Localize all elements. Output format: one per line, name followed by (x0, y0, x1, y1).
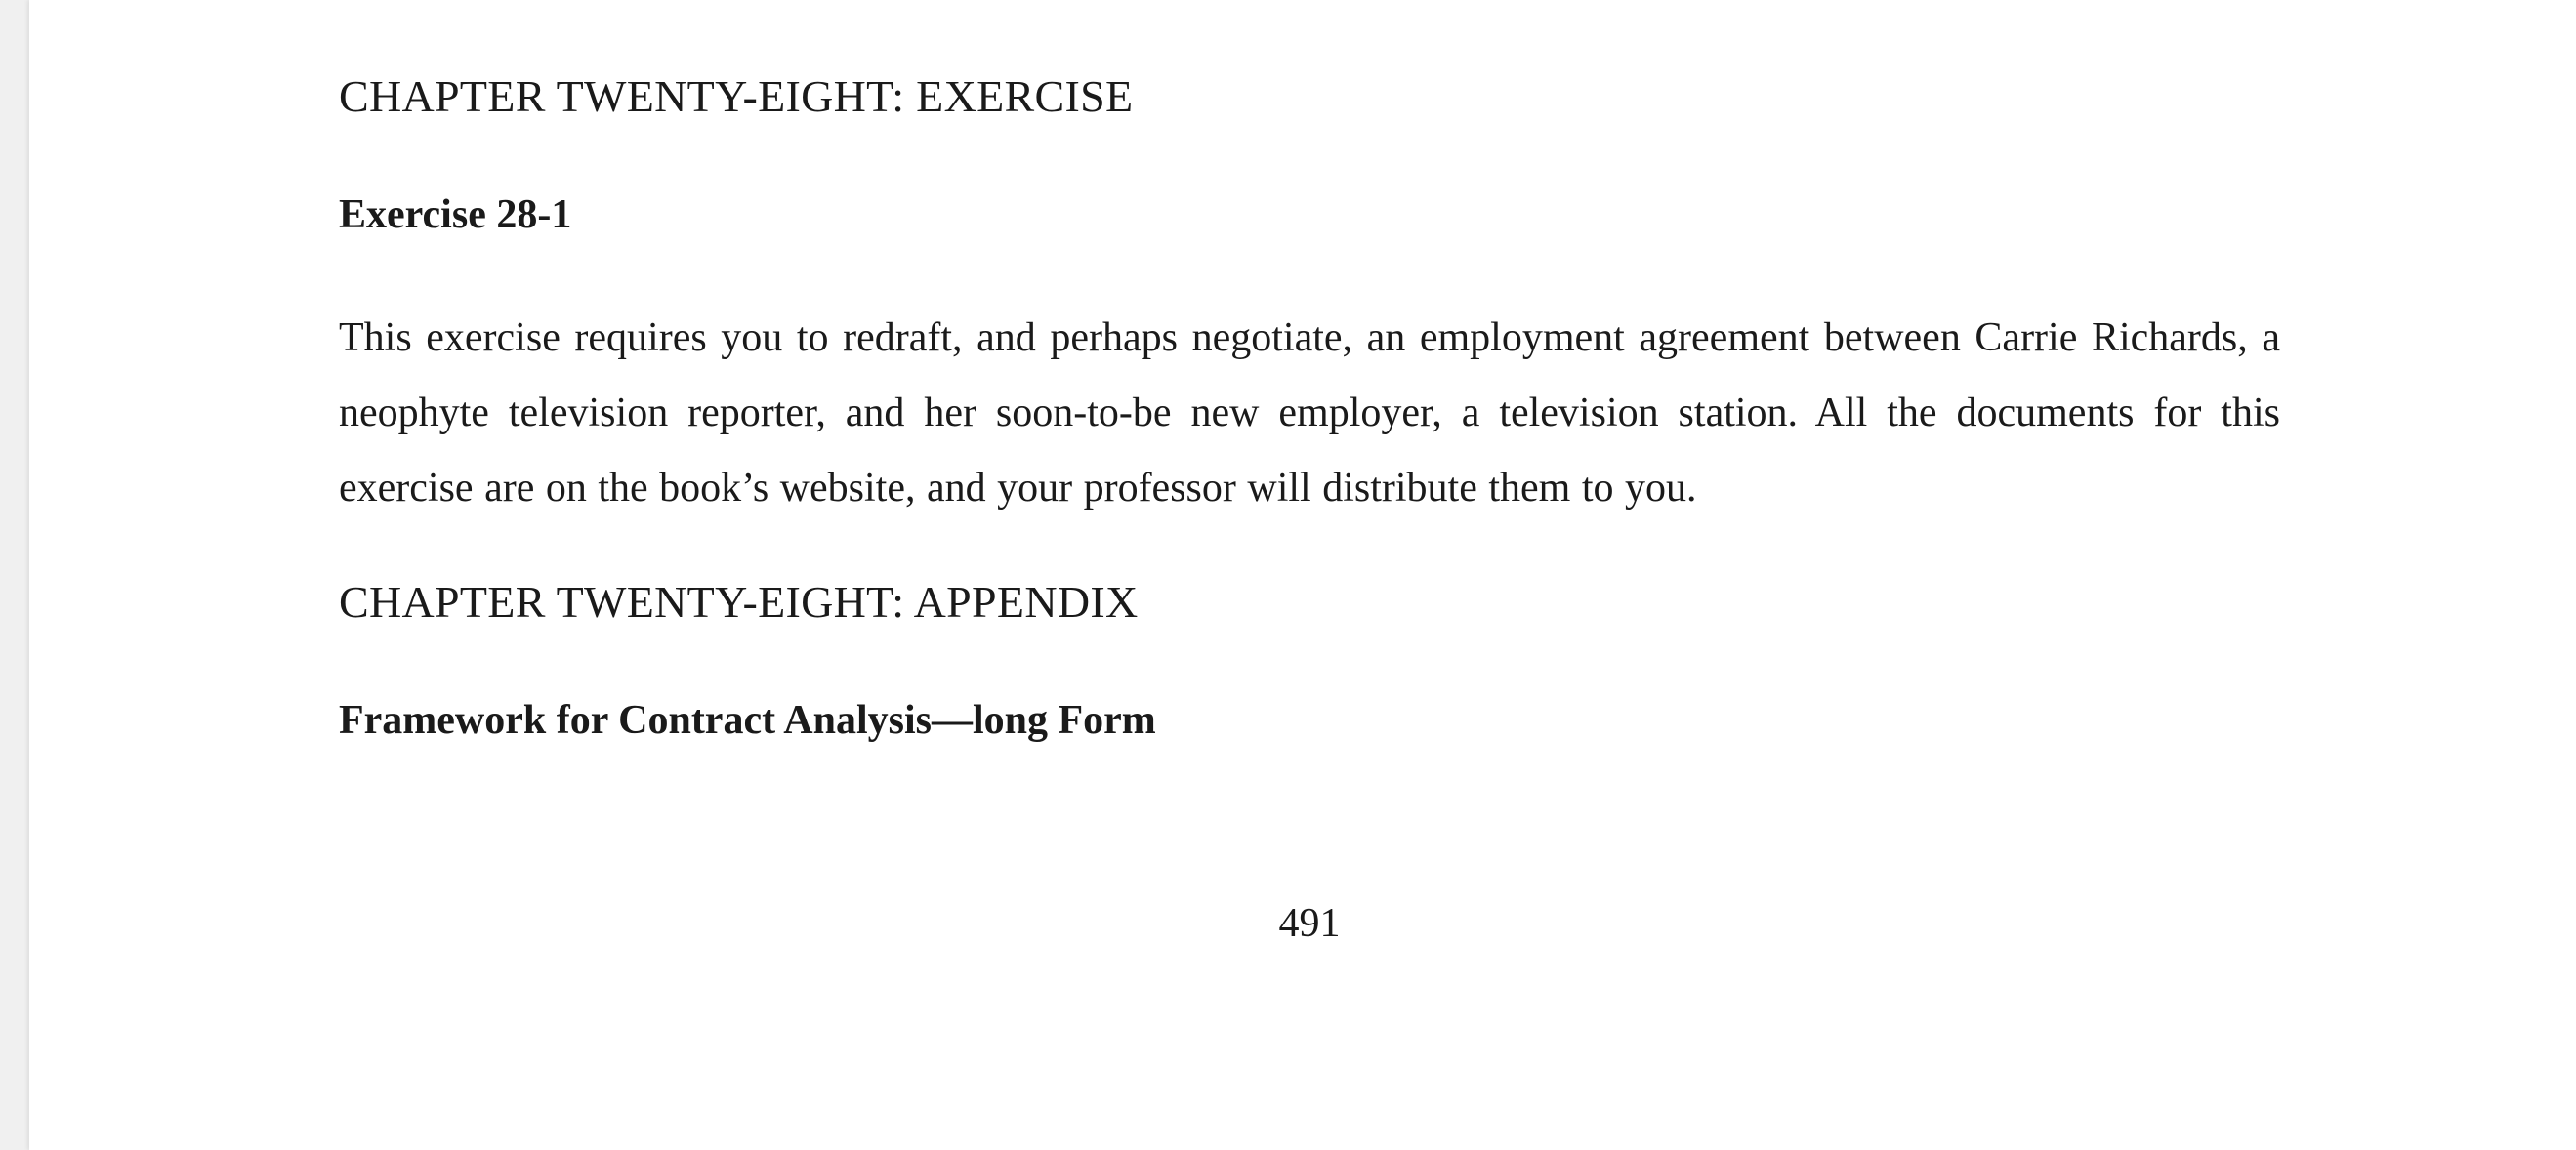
document-page (29, 0, 2576, 1150)
exercise-body-paragraph: This exercise requires you to redraft, and perhaps negotiate, an employment agreement between Carrie Richards, a neophyte television reporter, and her soon-to-be new employer, a television station. All the documents for this exercise are on the book’s website, and your professor will distribute them to you. (339, 315, 2280, 511)
page-number: 491 (1278, 901, 1341, 946)
chapter-appendix-heading: CHAPTER TWENTY-EIGHT: APPENDIX (339, 577, 1139, 627)
chapter-exercise-heading: CHAPTER TWENTY-EIGHT: EXERCISE (339, 71, 1134, 121)
framework-subheading: Framework for Contract Analysis—long Form (339, 698, 1156, 743)
exercise-subheading: Exercise 28-1 (339, 192, 572, 237)
